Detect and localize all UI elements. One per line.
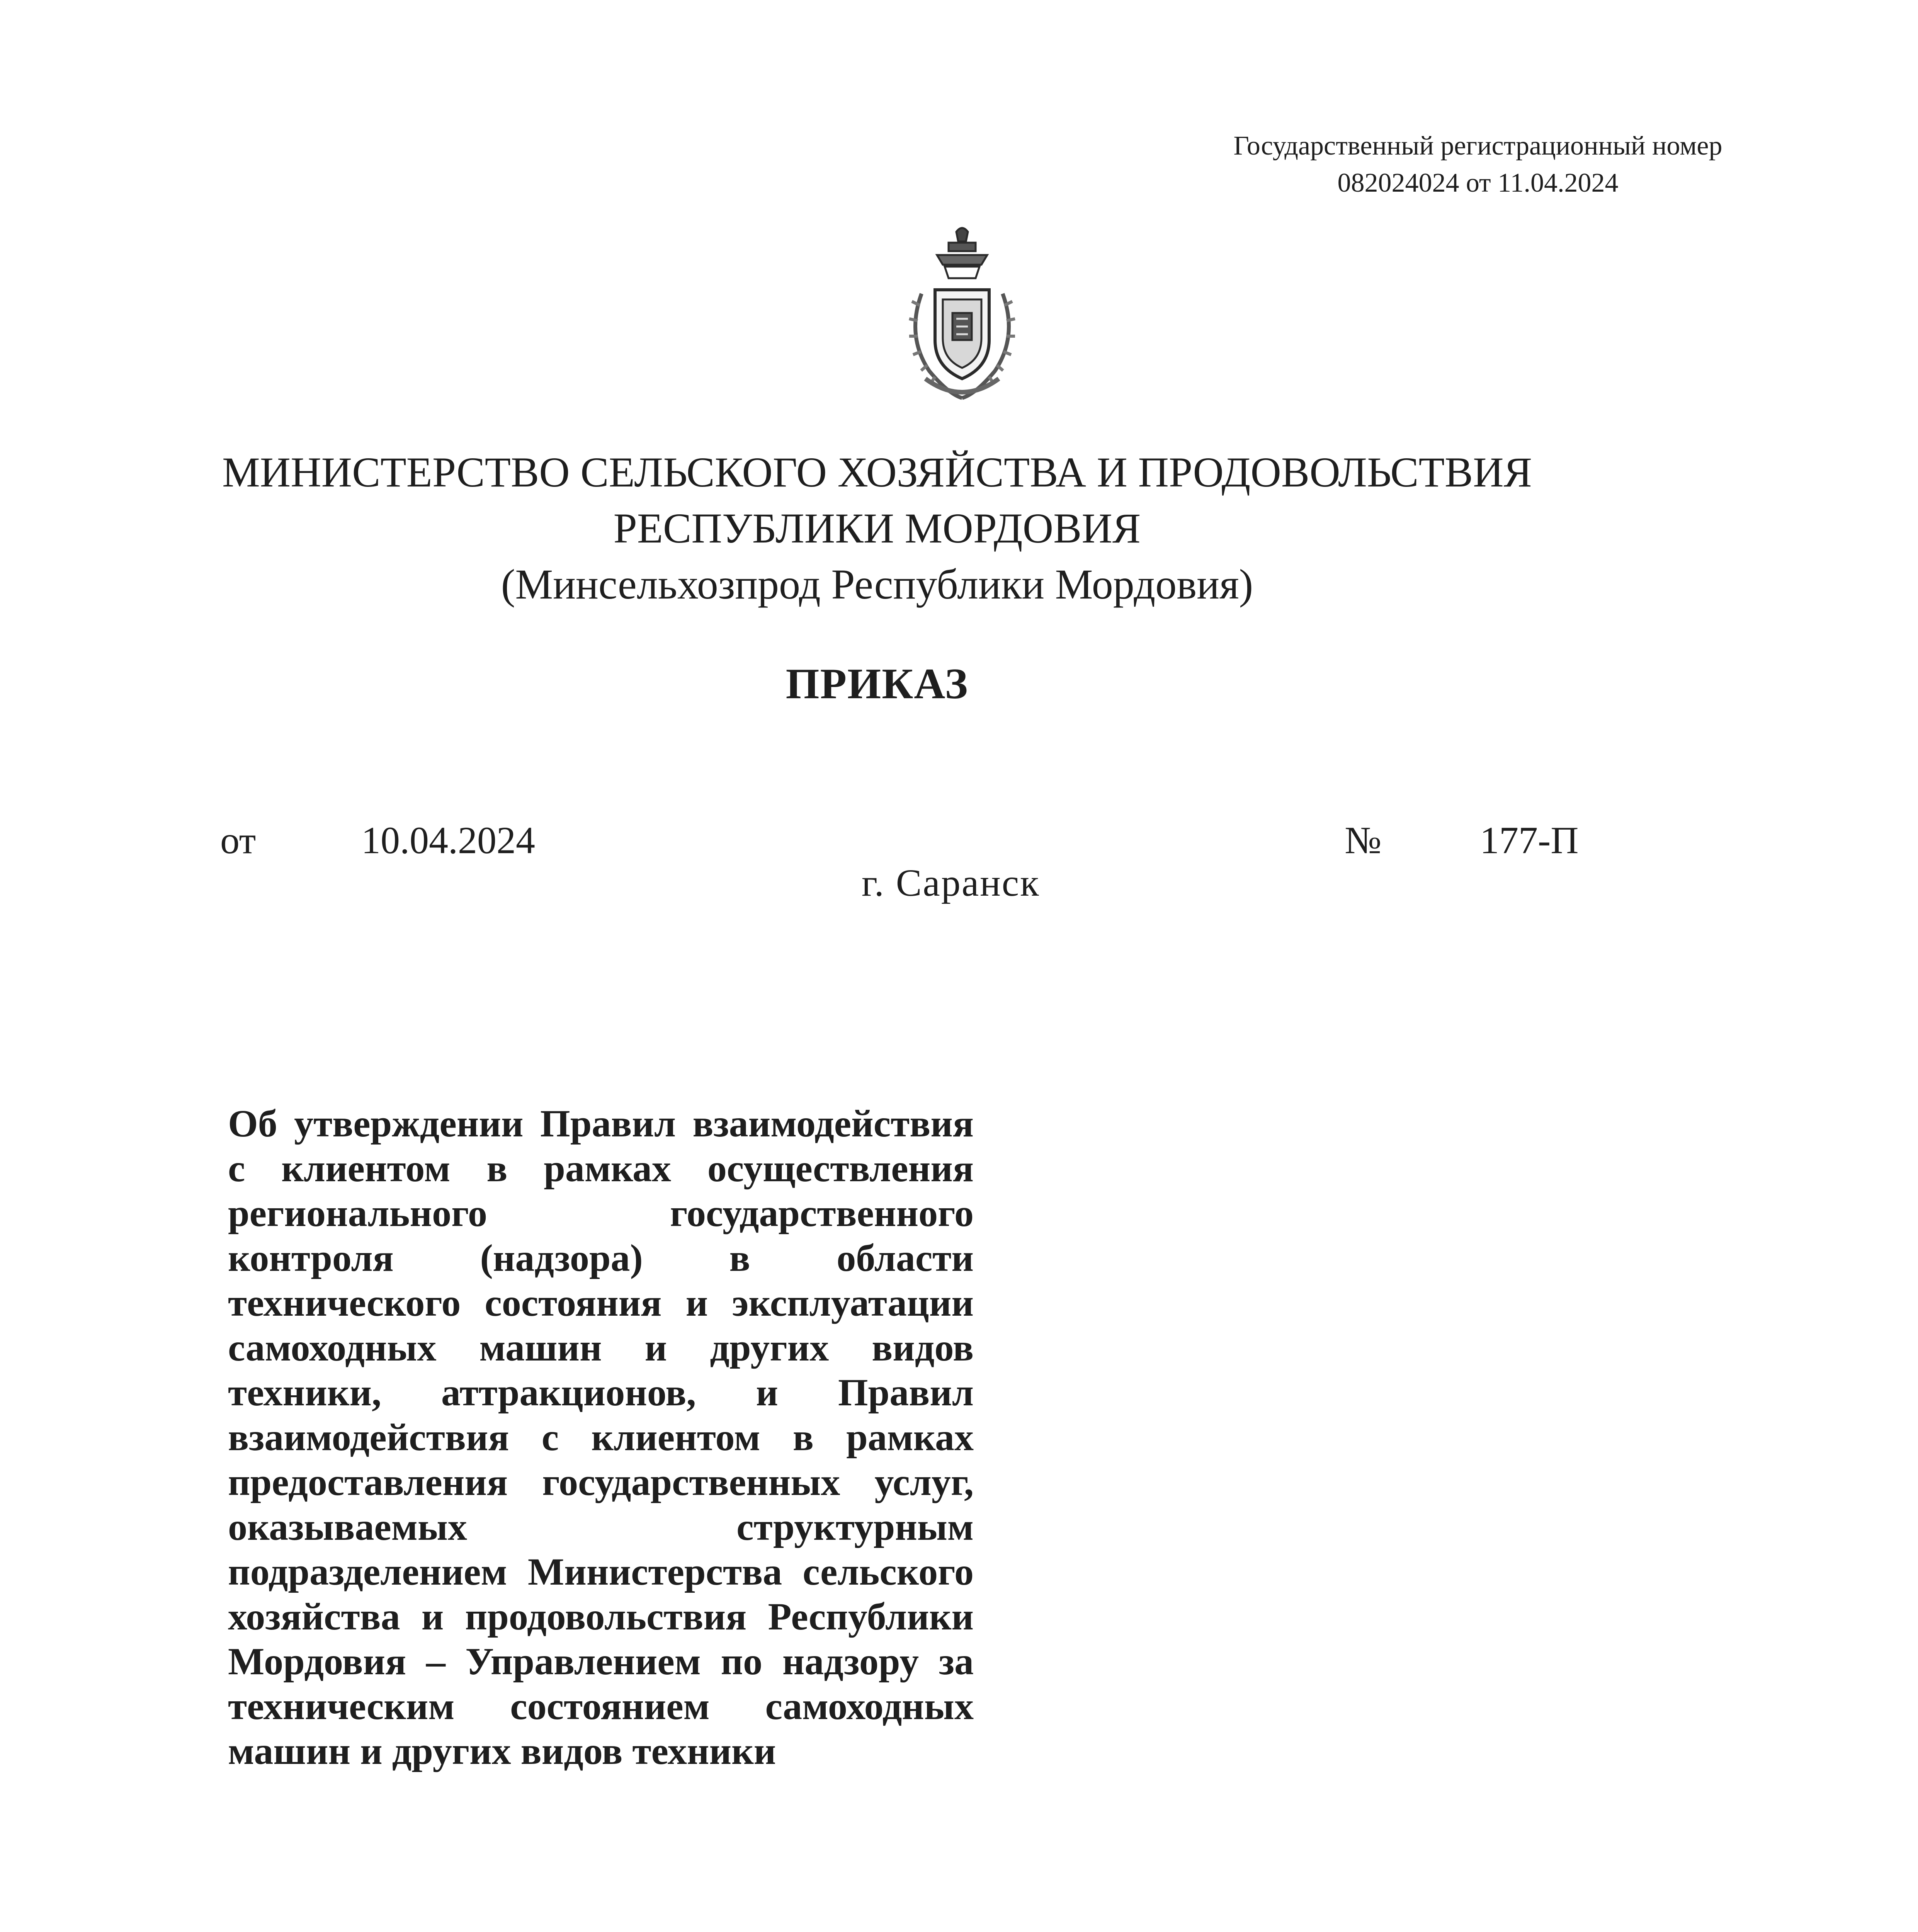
ministry-name-line1: МИНИСТЕРСТВО СЕЛЬСКОГО ХОЗЯЙСТВА И ПРОДОВОЛЬСТВИЯ bbox=[222, 449, 1532, 496]
document-subject: Об утверждении Правил взаимодействия с клиентом в рамках осуществления регионального государственного контроля (надзора) в области технического состояния и эксплуатации самоходных машин и других видов техники, аттракционов, и Правил взаимодействия с клиентом в рамках предоставления государственных услуг, оказываемых структурным подразделением Министерства сельского хозяйства и продовольствия Республики Мордовия – Управлением по надзору за техническим состоянием самоходных машин и других видов техники bbox=[228, 1102, 974, 1772]
ministry-header bbox=[193, 444, 1561, 612]
ministry-name-line2: РЕСПУБЛИКИ МОРДОВИЯ bbox=[613, 505, 1141, 552]
document-number: 177-П bbox=[1480, 819, 1579, 862]
ministry-short-name: (Минсельхозпрод Республики Мордовия) bbox=[501, 561, 1253, 608]
document-type-title: ПРИКАЗ bbox=[786, 660, 969, 708]
coat-of-arms-emblem-icon bbox=[898, 224, 1026, 410]
number-sign: № bbox=[1345, 819, 1382, 862]
registration-number-block bbox=[1121, 128, 1835, 202]
city-name: г. Саранск bbox=[862, 861, 1040, 904]
from-label: от bbox=[220, 819, 256, 862]
registration-number: 082024024 от 11.04.2024 bbox=[1337, 168, 1619, 198]
document-date: 10.04.2024 bbox=[361, 819, 535, 862]
registration-label: Государственный регистрационный номер bbox=[1233, 131, 1722, 161]
